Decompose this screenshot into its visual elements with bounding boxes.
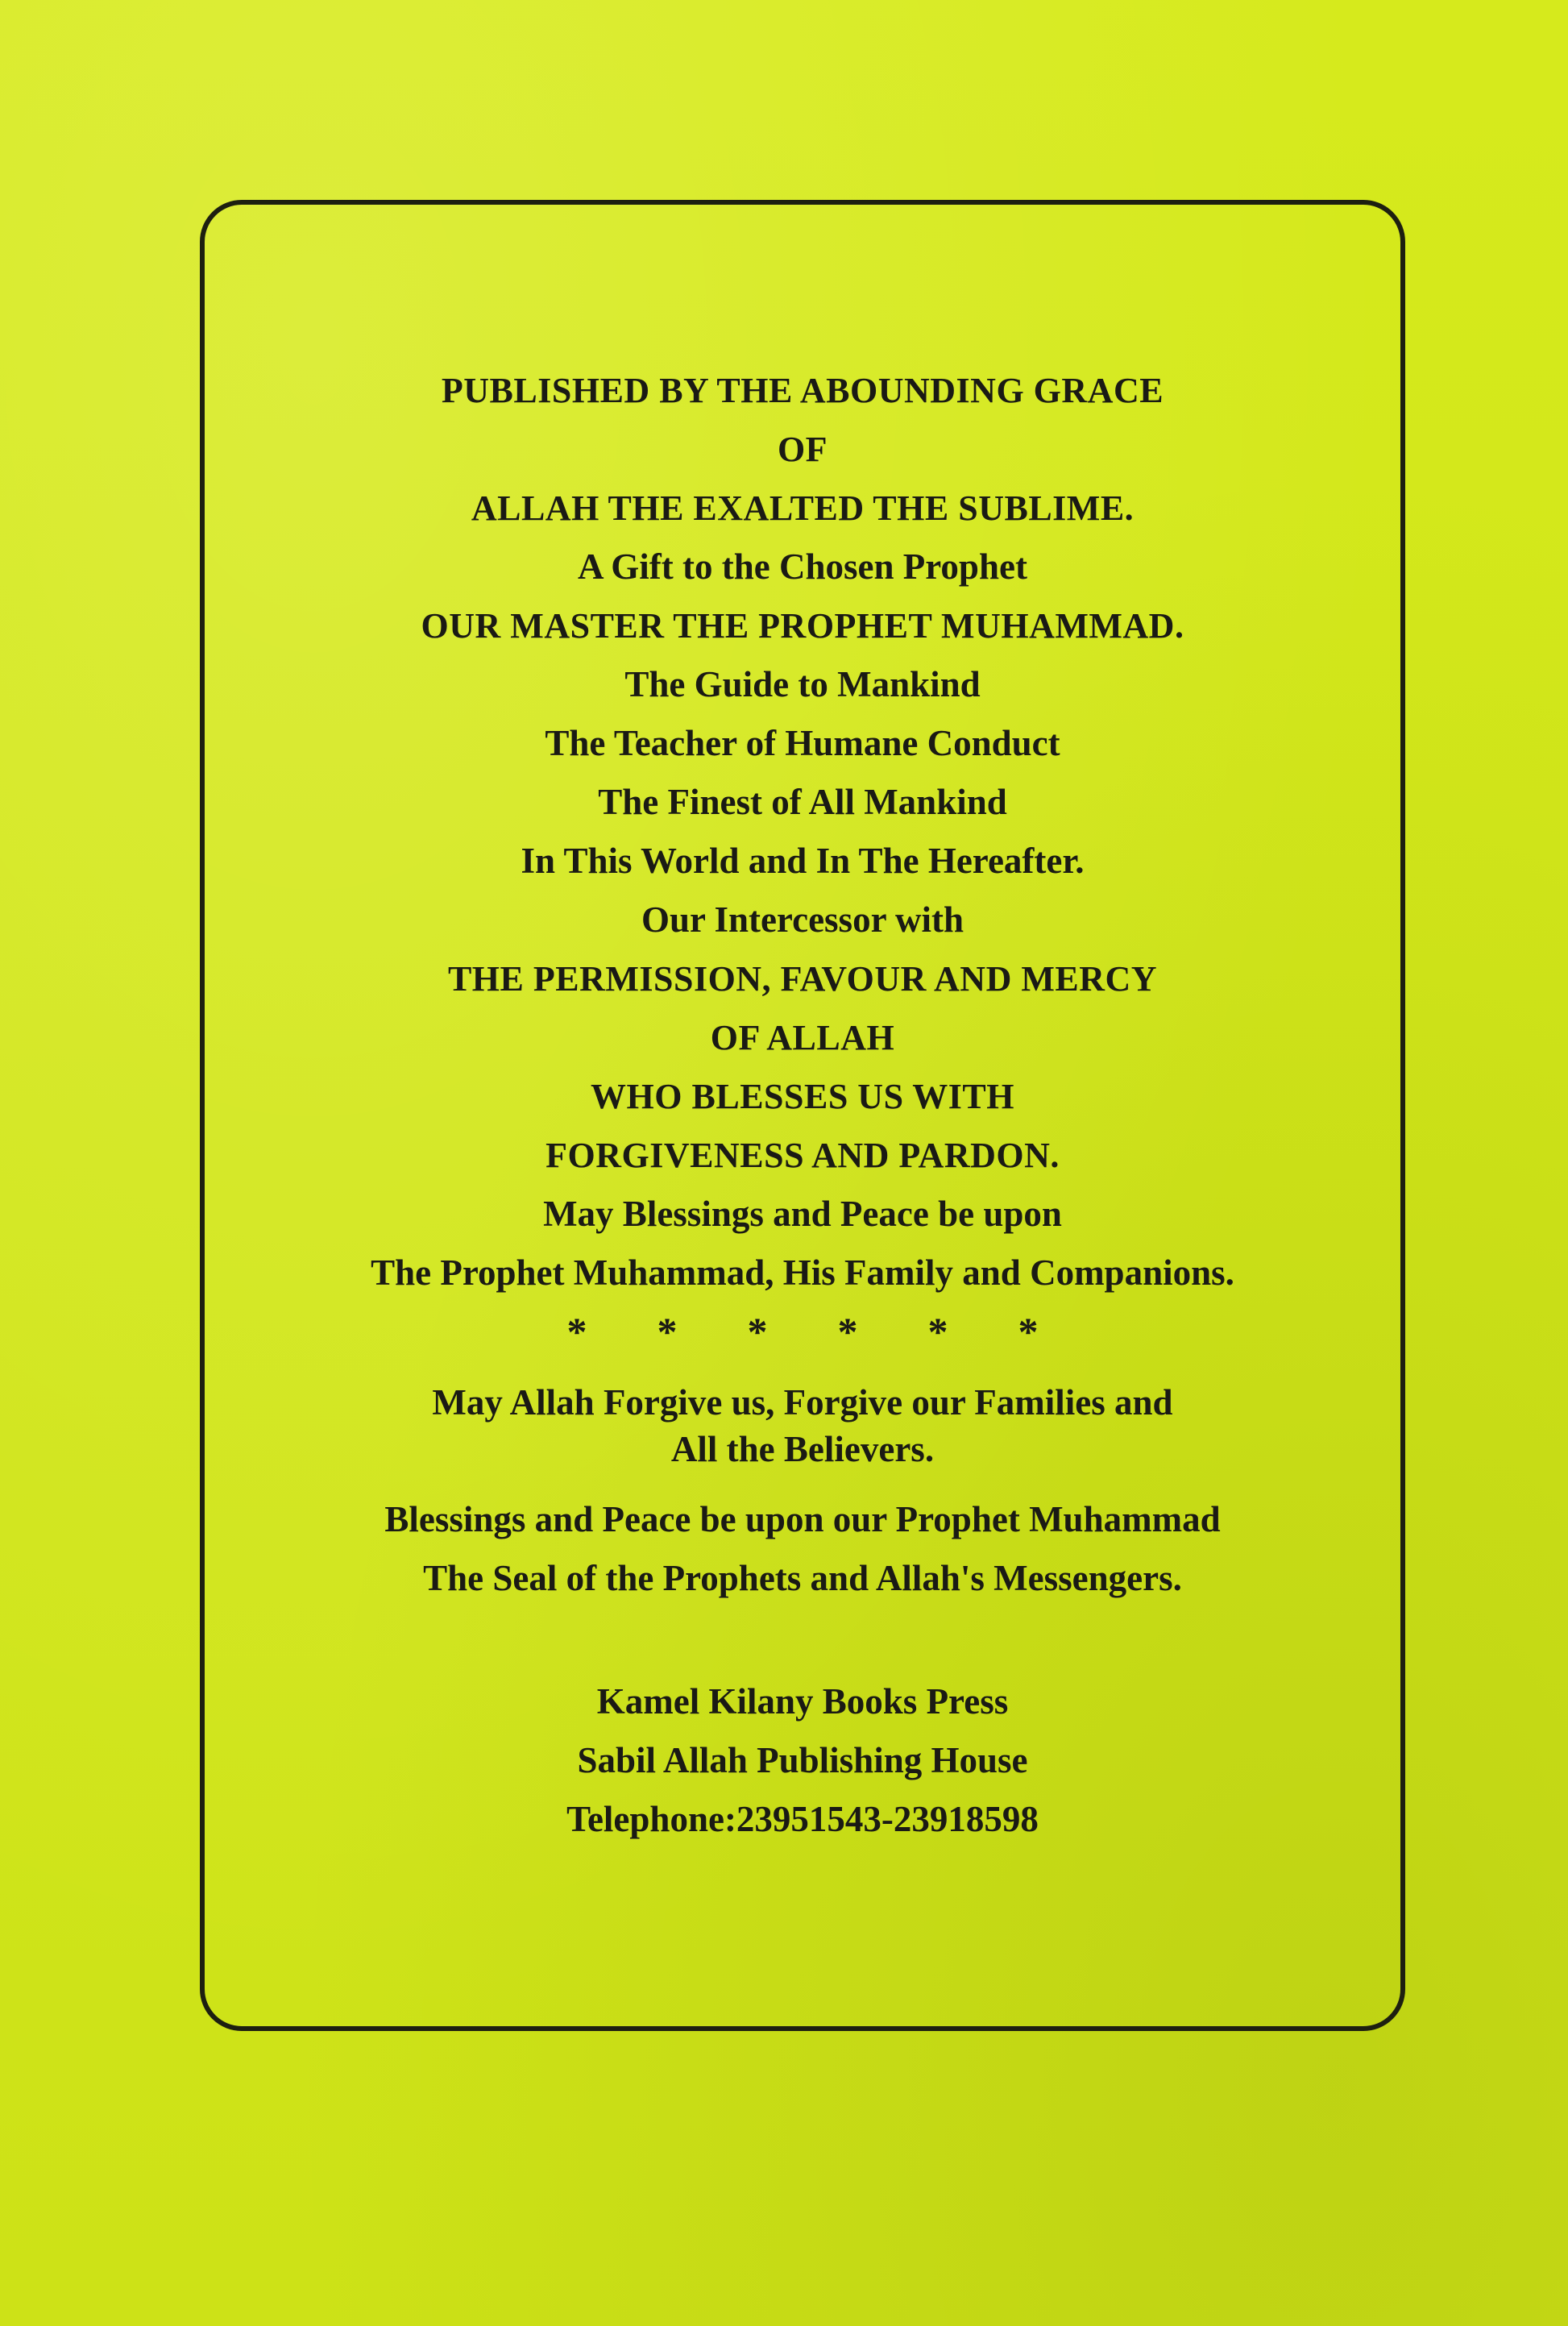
asterisk-1: * <box>566 1309 587 1354</box>
asterisk-2: * <box>657 1309 678 1354</box>
dedication-line-14: FORGIVENESS AND PARDON. <box>545 1136 1060 1175</box>
asterisk-6: * <box>1018 1309 1039 1354</box>
dedication-line-10: Our Intercessor with <box>641 899 964 940</box>
dedication-line-9: In This World and In The Hereafter. <box>521 841 1085 881</box>
dedication-line-6: The Guide to Mankind <box>624 664 981 704</box>
dedication-line-1: PUBLISHED BY THE ABOUNDING GRACE <box>441 371 1164 410</box>
prayer-line-2: All the Believers. <box>670 1429 935 1469</box>
asterisk-divider <box>200 1302 1405 1361</box>
asterisk-5: * <box>927 1309 948 1354</box>
dedication-line-4: A Gift to the Chosen Prophet <box>578 546 1027 587</box>
publisher-house: Sabil Allah Publishing House <box>577 1740 1028 1780</box>
prayer-line-3: Blessings and Peace be upon our Prophet Muhammad <box>384 1499 1221 1539</box>
dedication-line-13: WHO BLESSES US WITH <box>591 1077 1014 1116</box>
dedication-line-15: May Blessings and Peace be upon <box>543 1194 1062 1234</box>
dedication-line-7: The Teacher of Humane Conduct <box>545 723 1060 763</box>
asterisk-4: * <box>837 1309 858 1354</box>
asterisk-3: * <box>747 1309 768 1354</box>
publisher-press: Kamel Kilany Books Press <box>596 1681 1009 1722</box>
prayer-line-1: May Allah Forgive us, Forgive our Families and <box>432 1382 1173 1423</box>
prayer-line-4: The Seal of the Prophets and Allah's Messengers. <box>423 1558 1182 1598</box>
dedication-line-3: ALLAH THE EXALTED THE SUBLIME. <box>471 488 1135 528</box>
dedication-line-2: OF <box>777 430 828 469</box>
dedication-text-block <box>200 361 1405 1849</box>
dedication-line-11: THE PERMISSION, FAVOUR AND MERCY <box>447 959 1158 999</box>
dedication-line-5: OUR MASTER THE PROPHET MUHAMMAD. <box>421 606 1184 646</box>
dedication-line-12: OF ALLAH <box>710 1018 895 1057</box>
dedication-line-8: The Finest of All Mankind <box>598 782 1007 822</box>
dedication-line-16: The Prophet Muhammad, His Family and Companions. <box>371 1252 1234 1293</box>
publisher-telephone: Telephone:23951543-23918598 <box>566 1799 1039 1839</box>
